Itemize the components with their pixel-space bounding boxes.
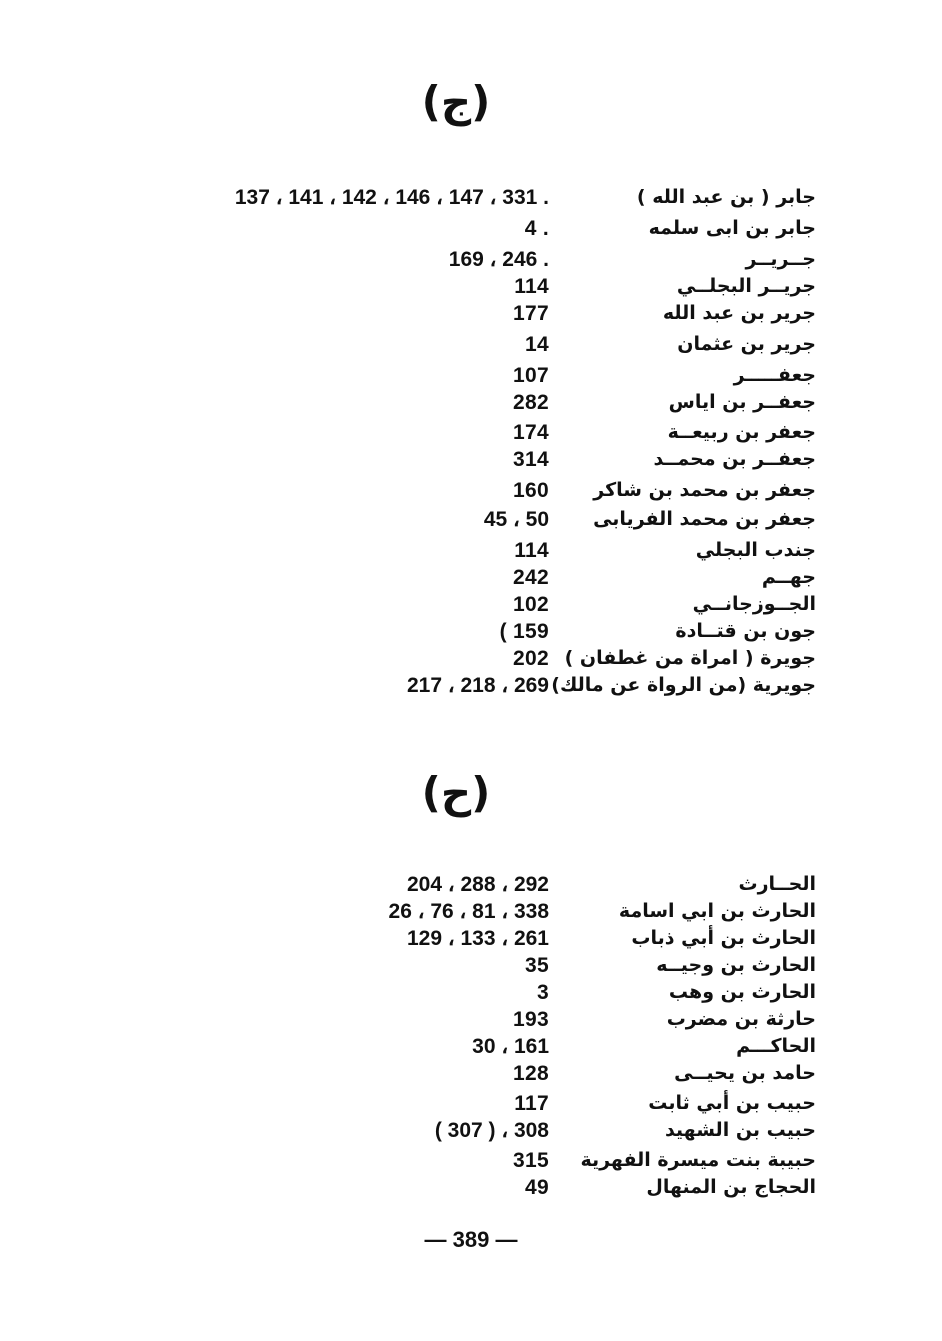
entry-name: جعفر بن محمد بن شاكر	[593, 479, 816, 501]
page-number: — 389 —	[424, 1227, 518, 1252]
index-entry	[0, 672, 942, 699]
entry-name: جهــم	[761, 566, 816, 588]
entry-pages: 174	[513, 421, 549, 444]
entry-name: جويرة ( امراة من غطفان )	[564, 647, 816, 669]
index-entry	[0, 1006, 942, 1033]
index-entry	[0, 419, 942, 446]
index-entry	[0, 184, 942, 211]
entry-name: جابر ( بن عبد الله )	[636, 186, 816, 208]
entry-name: الحــارث	[738, 873, 816, 895]
entry-name: الحجاج بن المنهال	[646, 1176, 816, 1198]
entry-pages: 129 ، 133 ، 261	[406, 927, 549, 950]
entry-name: جريــر البجلــي	[676, 275, 816, 297]
index-entry	[0, 477, 942, 504]
index-entry	[0, 1174, 942, 1201]
index-entry	[0, 506, 942, 533]
index-entry	[0, 1117, 942, 1144]
index-entry	[0, 564, 942, 591]
entry-name: جعفـــــر	[733, 364, 816, 386]
entry-name: الحارث بن وهب	[668, 981, 816, 1003]
index-entry	[0, 1060, 942, 1087]
index-entry	[0, 273, 942, 300]
index-entry	[0, 331, 942, 358]
entry-pages: ( 307 ) ، 308	[434, 1119, 549, 1142]
entry-name: جابر بن ابى سلمه	[648, 217, 816, 239]
index-entry	[0, 246, 942, 273]
entry-name: جــريــر	[745, 248, 816, 270]
index-list-ha	[0, 871, 942, 1201]
index-entry	[0, 898, 942, 925]
entry-pages: 217 ، 218 ، 269	[406, 674, 549, 697]
entry-name: الحارث بن أبي ذباب	[631, 927, 816, 949]
entry-pages: 202	[513, 647, 549, 670]
section-heading-ha: (ح)	[421, 768, 491, 817]
index-entry	[0, 952, 942, 979]
entry-pages: 282	[513, 391, 549, 414]
entry-pages: 107	[513, 364, 549, 387]
entry-name: حبيب بن الشهيد	[664, 1119, 816, 1141]
entry-pages: 35	[525, 954, 549, 977]
entry-pages: 26 ، 76 ، 81 ، 338	[388, 900, 549, 923]
index-entry	[0, 618, 942, 645]
entry-pages: ( 159	[499, 620, 549, 643]
index-list-jim	[0, 184, 942, 699]
entry-name: الحارث بن ابي اسامة	[618, 900, 816, 922]
entry-pages: 169 ، 246 .	[448, 248, 549, 271]
entry-name: حارثة بن مضرب	[666, 1008, 816, 1030]
index-entry	[0, 925, 942, 952]
entry-name: جعفر بن ربيعــة	[667, 421, 816, 443]
index-entry	[0, 362, 942, 389]
entry-name: حامد بن يحيــى	[674, 1062, 816, 1084]
entry-pages: 137 ، 141 ، 142 ، 146 ، 147 ، 331 .	[234, 186, 549, 209]
entry-pages: 4 .	[524, 217, 549, 240]
entry-pages: 45 ، 50	[483, 508, 549, 531]
entry-pages: 117	[514, 1092, 549, 1115]
entry-name: جرير بن عثمان	[677, 333, 816, 355]
index-entry	[0, 446, 942, 473]
entry-pages: 193	[513, 1008, 549, 1031]
index-entry	[0, 1147, 942, 1174]
entry-name: الحاكـــم	[736, 1035, 816, 1057]
entry-name: الحارث بن وجيــه	[656, 954, 816, 976]
entry-name: جندب البجلي	[695, 539, 816, 561]
section-heading-jim: (ج)	[421, 77, 491, 126]
index-entry	[0, 215, 942, 242]
entry-name: حبيب بن أبي ثابت	[648, 1092, 816, 1114]
entry-pages: 314	[513, 448, 549, 471]
index-entry	[0, 1033, 942, 1060]
entry-pages: 102	[513, 593, 549, 616]
entry-pages: 3	[537, 981, 549, 1004]
entry-pages: 49	[525, 1176, 549, 1199]
entry-name: الجــوزجانــي	[692, 593, 816, 615]
entry-name: جعفــر بن اياس	[668, 391, 816, 413]
entry-pages: 14	[525, 333, 549, 356]
index-entry	[0, 591, 942, 618]
entry-name: حبيبة بنت ميسرة الفهرية	[580, 1149, 816, 1171]
entry-pages: 160	[513, 479, 549, 502]
entry-pages: 204 ، 288 ، 292	[406, 873, 549, 896]
entry-name: جرير بن عبد الله	[662, 302, 816, 324]
index-entry	[0, 979, 942, 1006]
entry-pages: 242	[513, 566, 549, 589]
index-entry	[0, 300, 942, 327]
entry-name: جعفــر بن محمــد	[653, 448, 816, 470]
entry-name: جون بن قتــادة	[675, 620, 816, 642]
entry-name: جويرية (من الرواة عن مالك)	[551, 674, 816, 696]
index-entry	[0, 871, 942, 898]
index-entry	[0, 1090, 942, 1117]
entry-pages: 315	[513, 1149, 549, 1172]
entry-pages: 114	[514, 539, 549, 562]
entry-pages: 30 ، 161	[472, 1035, 549, 1058]
entry-name: جعفر بن محمد الفريابى	[593, 508, 816, 530]
index-entry	[0, 645, 942, 672]
index-entry	[0, 537, 942, 564]
entry-pages: 114	[514, 275, 549, 298]
index-entry	[0, 389, 942, 416]
entry-pages: 128	[513, 1062, 549, 1085]
entry-pages: 177	[513, 302, 549, 325]
